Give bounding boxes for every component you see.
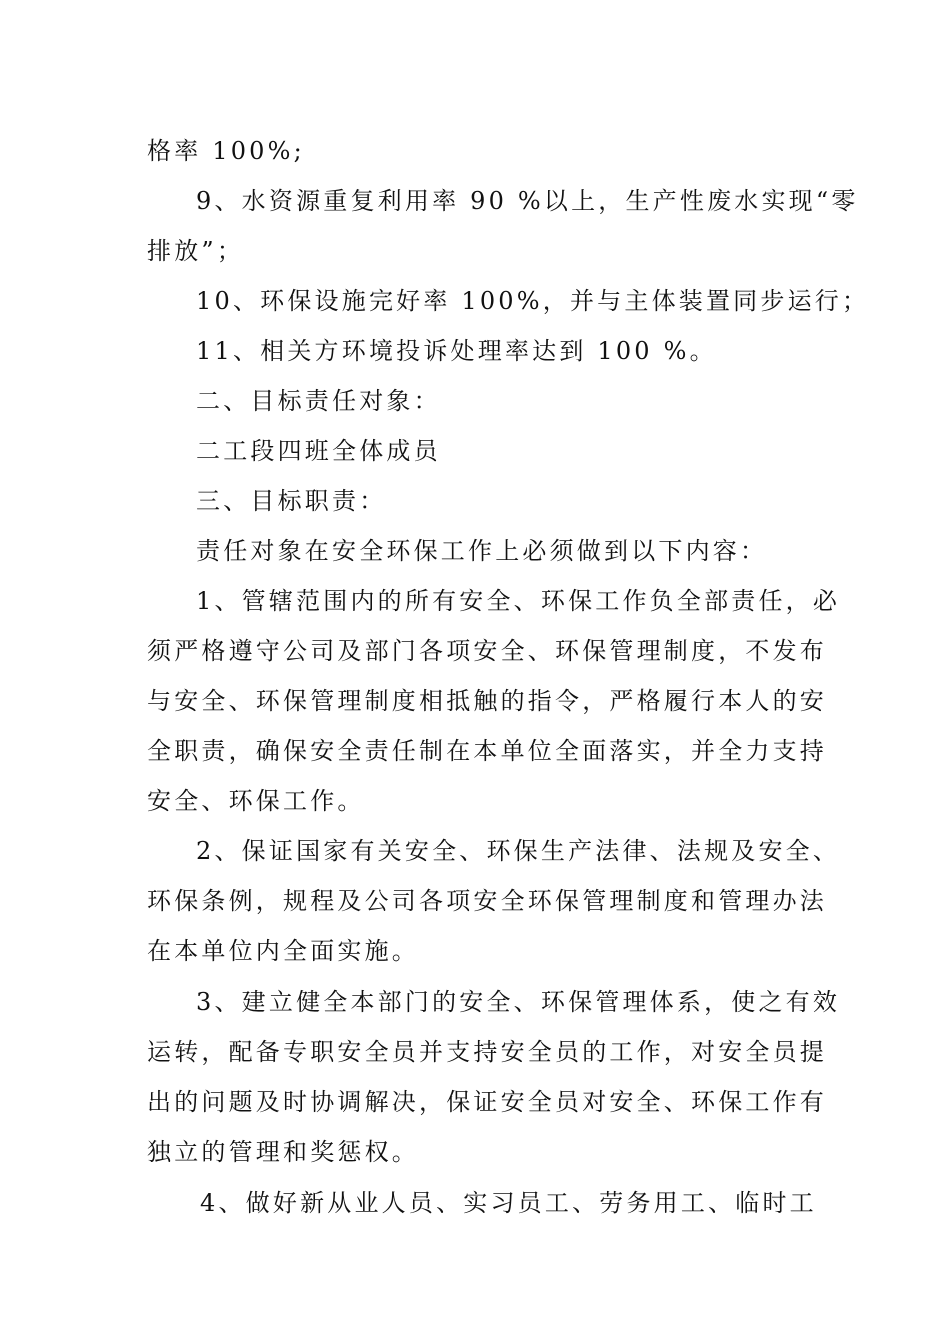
text-line: 运转，配备专职安全员并支持安全员的工作，对安全员提: [147, 1038, 827, 1066]
text-line: 10、环保设施完好率 100%，并与主体装置同步运行；: [196, 287, 870, 315]
text-line: 排放”；: [147, 237, 245, 265]
text-line: 安全、环保工作。: [147, 787, 365, 815]
text-line: 在本单位内全面实施。: [147, 937, 419, 965]
text-line: 11、相关方环境投诉处理率达到 100 %。: [196, 337, 717, 365]
text-line: 责任对象在安全环保工作上必须做到以下内容：: [196, 537, 768, 565]
text-line: 9、水资源重复利用率 90 %以上，生产性废水实现“零: [196, 187, 859, 215]
text-line: 二工段四班全体成员: [196, 437, 441, 465]
text-line: 4、做好新从业人员、实习员工、劳务用工、临时工: [200, 1189, 817, 1217]
text-line: 全职责，确保安全责任制在本单位全面落实，并全力支持: [147, 737, 827, 765]
text-line: 环保条例，规程及公司各项安全环保管理制度和管理办法: [147, 887, 827, 915]
text-line: 2、保证国家有关安全、环保生产法律、法规及安全、: [196, 837, 841, 865]
section-heading: 二、目标责任对象：: [196, 387, 441, 415]
text-line: 1、管辖范围内的所有安全、环保工作负全部责任，必: [196, 587, 841, 615]
text-line: 与安全、环保管理制度相抵触的指令，严格履行本人的安: [147, 687, 827, 715]
text-line: 出的问题及时协调解决，保证安全员对安全、环保工作有: [147, 1088, 827, 1116]
text-line: 独立的管理和奖惩权。: [147, 1138, 419, 1166]
text-line: 格率 100%;: [147, 137, 305, 165]
section-heading: 三、目标职责：: [196, 487, 387, 515]
text-line: 须严格遵守公司及部门各项安全、环保管理制度，不发布: [147, 637, 827, 665]
text-line: 3、建立健全本部门的安全、环保管理体系，使之有效: [196, 988, 841, 1016]
